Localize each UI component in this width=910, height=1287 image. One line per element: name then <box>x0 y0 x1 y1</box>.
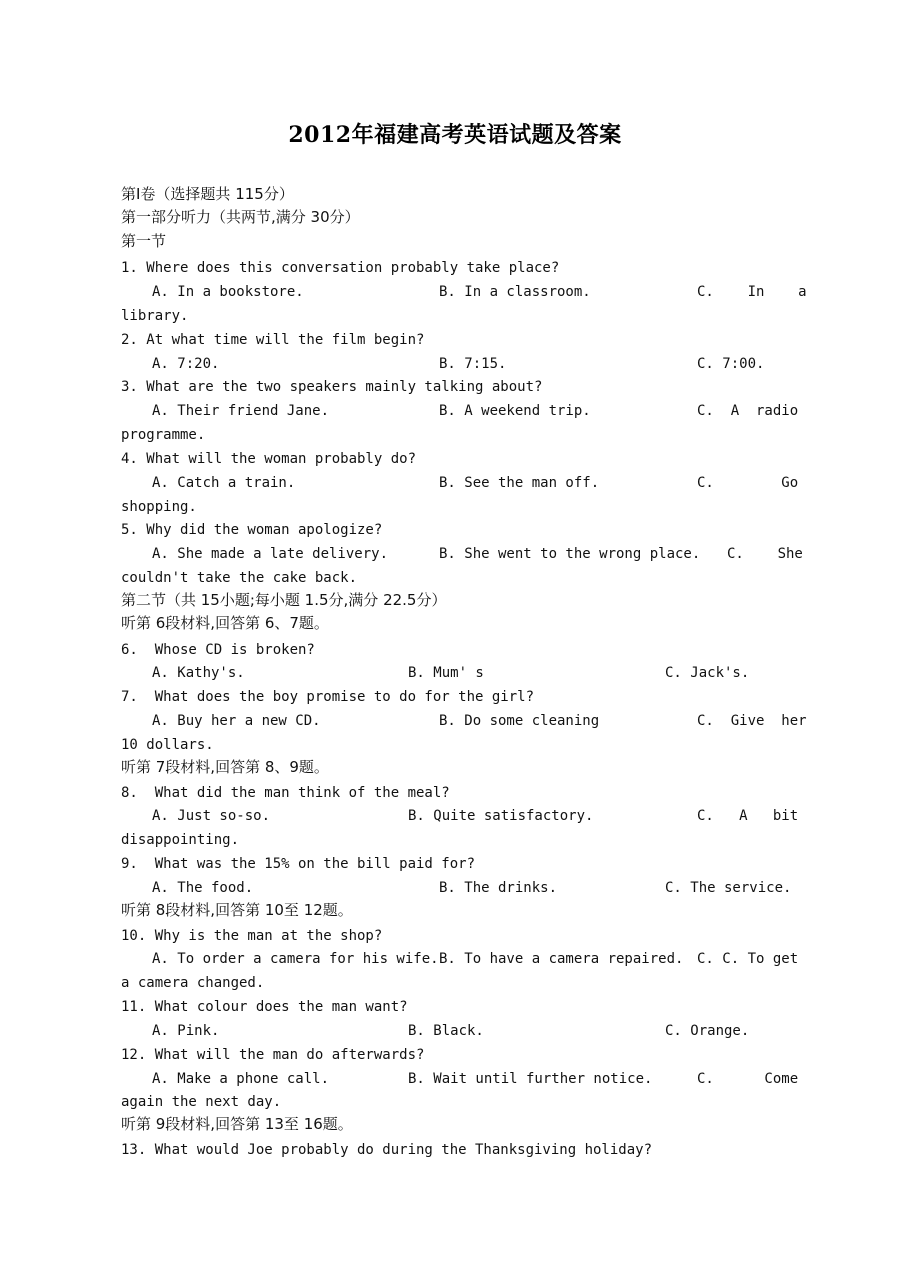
option-c: C. In a <box>697 284 807 300</box>
option-b: B. See the man off. <box>439 475 600 491</box>
option-c: C. Give her <box>697 713 807 729</box>
question-text: programme. <box>121 427 206 443</box>
option-b: B. Black. <box>408 1023 484 1039</box>
section-heading: 听第 8段材料,回答第 10至 12题。 <box>121 901 353 919</box>
option-c: C. Jack's. <box>665 665 750 681</box>
question-text: 6. Whose CD is broken? <box>121 642 315 658</box>
option-b: B. Wait until further notice. <box>408 1071 653 1087</box>
question-text: 3. What are the two speakers mainly talking about? <box>121 379 543 395</box>
option-a: A. To order a camera for his wife. <box>152 951 439 967</box>
answer-options-row <box>121 948 799 970</box>
option-c: C. She <box>727 546 803 562</box>
question-text: 9. What was the 15% on the bill paid for? <box>121 856 476 872</box>
option-c: C. The service. <box>665 880 792 896</box>
option-a: A. Pink. <box>152 1023 220 1039</box>
answer-options-row <box>121 400 799 422</box>
document-title: 2012年福建高考英语试题及答案 <box>288 122 622 148</box>
answer-options-row <box>121 710 807 732</box>
section-heading: 第一部分听力（共两节,满分 30分） <box>121 208 360 226</box>
question-text: couldn't take the cake back. <box>121 570 358 586</box>
question-text: library. <box>121 308 189 324</box>
option-c: C. Come <box>697 1071 799 1087</box>
option-b: B. Do some cleaning <box>439 713 600 729</box>
option-a: A. Their friend Jane. <box>152 403 330 419</box>
answer-options-row <box>121 472 799 494</box>
question-text: disappointing. <box>121 832 240 848</box>
answer-options-row <box>121 543 803 565</box>
section-heading: 听第 9段材料,回答第 13至 16题。 <box>121 1115 353 1133</box>
section-heading: 第二节（共 15小题;每小题 1.5分,满分 22.5分） <box>121 591 447 609</box>
option-c: C. A radio <box>697 403 799 419</box>
option-b: B. 7:15. <box>439 356 507 372</box>
question-text: 13. What would Joe probably do during the Thanksgiving holiday? <box>121 1142 653 1158</box>
answer-options-row <box>121 877 799 899</box>
option-c: C. Orange. <box>665 1023 750 1039</box>
question-text: again the next day. <box>121 1094 282 1110</box>
question-text: 10 dollars. <box>121 737 214 753</box>
question-text: 10. Why is the man at the shop? <box>121 928 383 944</box>
option-c: C. 7:00. <box>697 356 765 372</box>
answer-options-row <box>121 1020 799 1042</box>
option-b: B. Mum' s <box>408 665 484 681</box>
option-a: A. The food. <box>152 880 254 896</box>
option-a: A. Just so-so. <box>152 808 271 824</box>
answer-options-row <box>121 281 807 303</box>
answer-options-row <box>121 1068 799 1090</box>
option-b: B. The drinks. <box>439 880 558 896</box>
question-text: 12. What will the man do afterwards? <box>121 1047 425 1063</box>
option-a: A. Make a phone call. <box>152 1071 330 1087</box>
option-a: A. Catch a train. <box>152 475 296 491</box>
option-a: A. 7:20. <box>152 356 220 372</box>
section-heading: 第Ⅰ卷（选择题共 115分） <box>121 185 294 203</box>
option-b: B. In a classroom. <box>439 284 591 300</box>
question-text: 1. Where does this conversation probably take place? <box>121 260 560 276</box>
answer-options-row <box>121 805 799 827</box>
option-b: B. She went to the wrong place. <box>439 546 701 562</box>
option-b: B. To have a camera repaired. <box>439 951 684 967</box>
answer-options-row <box>121 662 799 684</box>
question-text: 2. At what time will the film begin? <box>121 332 425 348</box>
option-a: A. In a bookstore. <box>152 284 304 300</box>
question-text: 5. Why did the woman apologize? <box>121 522 383 538</box>
option-a: A. She made a late delivery. <box>152 546 389 562</box>
question-text: 4. What will the woman probably do? <box>121 451 417 467</box>
question-text: 7. What does the boy promise to do for the girl? <box>121 689 535 705</box>
option-a: A. Buy her a new CD. <box>152 713 321 729</box>
question-text: 8. What did the man think of the meal? <box>121 785 450 801</box>
option-c: C. C. To get <box>697 951 799 967</box>
answer-options-row <box>121 353 799 375</box>
question-text: a camera changed. <box>121 975 265 991</box>
option-b: B. A weekend trip. <box>439 403 591 419</box>
section-heading: 听第 7段材料,回答第 8、9题。 <box>121 758 329 776</box>
section-heading: 第一节 <box>121 232 167 250</box>
option-c: C. Go <box>697 475 799 491</box>
question-text: shopping. <box>121 499 197 515</box>
option-c: C. A bit <box>697 808 799 824</box>
option-a: A. Kathy's. <box>152 665 245 681</box>
option-b: B. Quite satisfactory. <box>408 808 594 824</box>
question-text: 11. What colour does the man want? <box>121 999 408 1015</box>
section-heading: 听第 6段材料,回答第 6、7题。 <box>121 614 329 632</box>
